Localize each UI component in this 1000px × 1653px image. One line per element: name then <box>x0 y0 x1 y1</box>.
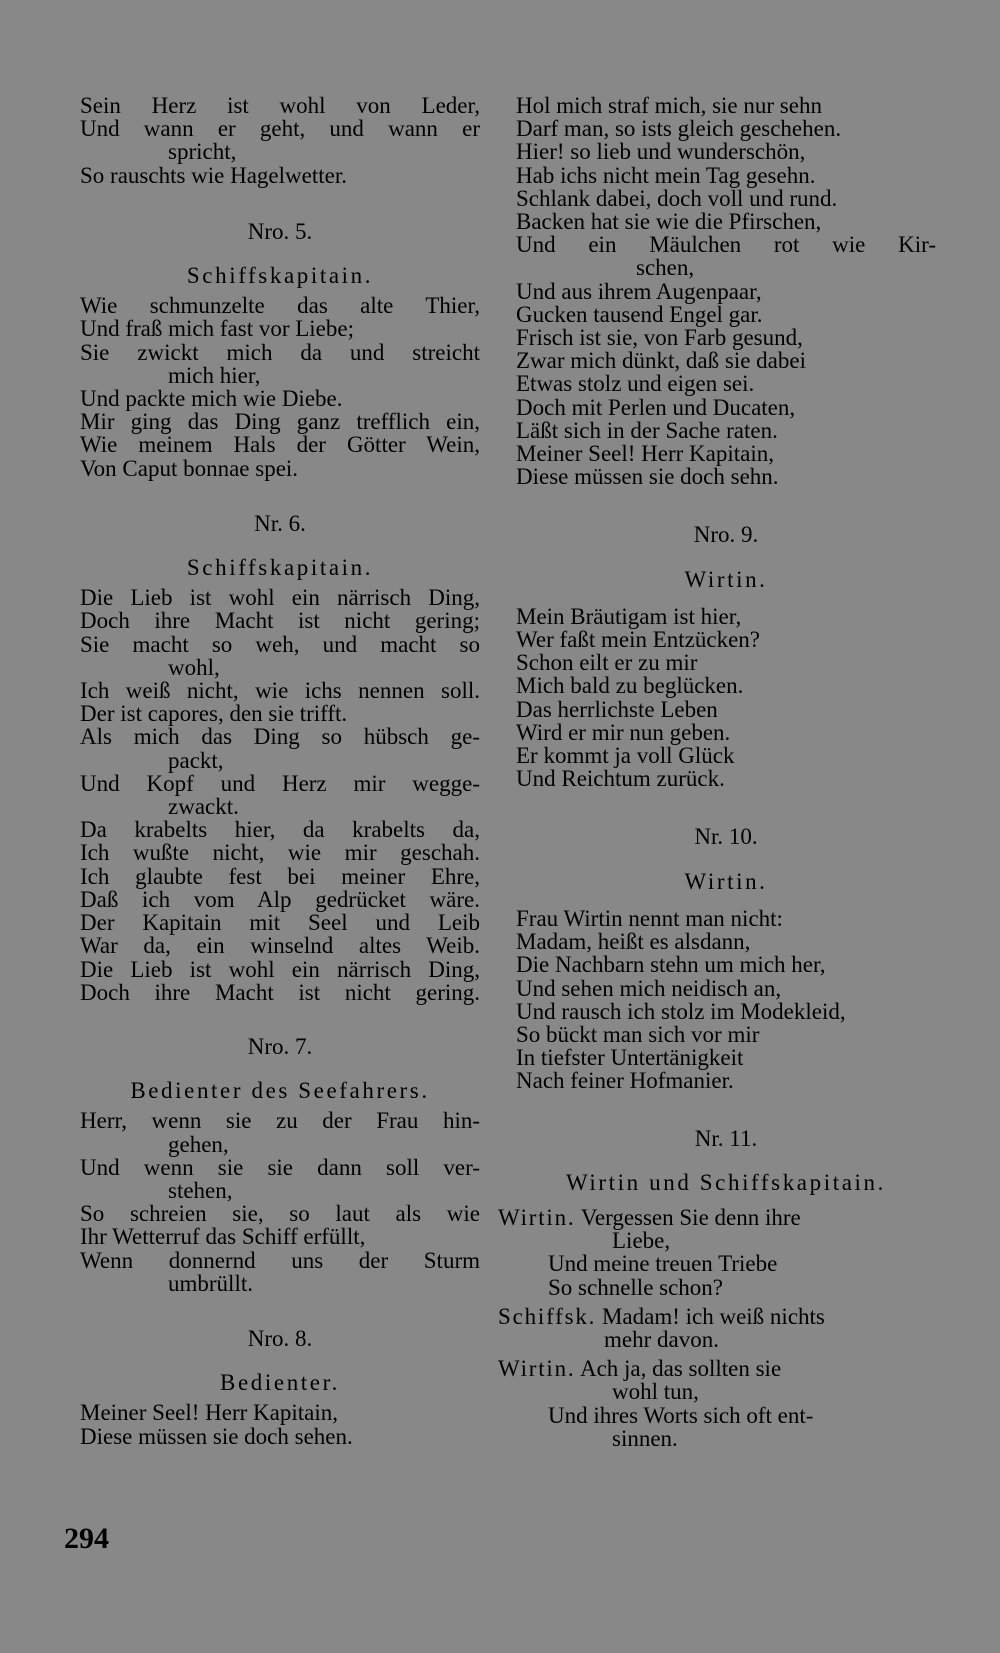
verse-line: Wenn donnernd uns der Sturm <box>80 1247 480 1273</box>
dialogue-text: So schnelle schon? <box>548 1274 724 1300</box>
verse-line: mich hier, <box>168 362 261 388</box>
speaker-heading: Wirtin. <box>684 868 768 894</box>
verse-line: Meiner Seel! Herr Kapitain, <box>516 441 775 467</box>
dialogue-speaker: Wirtin. <box>498 1356 576 1382</box>
verse-line: Wird er mir nun geben. <box>516 719 731 745</box>
verse-line: Ich wußte nicht, wie mir geschah. <box>80 840 480 866</box>
verse-line: Wie schmunzelte das alte Thier, <box>80 293 480 319</box>
verse-line: Und wenn sie sie dann soll ver- <box>80 1154 480 1180</box>
verse-line: Diese müssen sie doch sehn. <box>516 464 779 490</box>
verse-line: zwackt. <box>168 794 239 820</box>
speaker-heading: Bedienter des Seefahrers. <box>130 1078 430 1104</box>
verse-line: Doch ihre Macht ist nicht gering; <box>80 608 480 634</box>
verse-line: Die Nachbarn stehn um mich her, <box>516 952 826 978</box>
dialogue-text: Vergessen Sie denn ihre <box>580 1204 801 1230</box>
verse-line: Da krabelts hier, da krabelts da, <box>80 817 480 843</box>
speaker-heading: Wirtin und Schiffskapitain. <box>566 1169 886 1195</box>
section-number: Nr. 6. <box>254 510 306 536</box>
verse-line: Frisch ist sie, von Farb gesund, <box>516 325 803 351</box>
verse-line: In tiefster Untertänigkeit <box>516 1045 744 1071</box>
verse-line: Und aus ihrem Augenpaar, <box>516 278 762 304</box>
dialogue-line <box>498 1206 936 1229</box>
verse-line: Er kommt ja voll Glück <box>516 743 735 769</box>
dialogue-line <box>498 1328 936 1351</box>
verse-line: Und Kopf und Herz mir wegge- <box>80 770 480 796</box>
section-nr10 <box>516 825 936 1092</box>
verse-line: Etwas stolz und eigen sei. <box>516 371 755 397</box>
verse-line: Ich glaubte fest bei meiner Ehre, <box>80 863 480 889</box>
verse-line: Backen hat sie wie die Pfirschen, <box>516 209 822 235</box>
section-number: Nro. 8. <box>247 1325 313 1351</box>
dialogue-line <box>498 1305 936 1328</box>
verse-line: Sein Herz ist wohl von Leder, <box>80 93 480 118</box>
verse-line: schen, <box>636 255 695 281</box>
section-number: Nr. 11. <box>694 1125 758 1151</box>
verse-line: Schon eilt er zu mir <box>516 650 698 676</box>
verse-line: Sie macht so weh, und macht so <box>80 631 480 657</box>
verse-line: Daß ich vom Alp gedrücket wäre. <box>80 886 480 912</box>
verse-line: Von Caput bonnae spei. <box>80 455 299 481</box>
dialogue-speaker: Wirtin. <box>498 1204 576 1230</box>
dialogue-line <box>498 1357 936 1380</box>
verse-line: Hol mich straf mich, sie nur sehn <box>516 93 822 118</box>
dialogue-text: wohl tun, <box>612 1379 699 1405</box>
verse-line: Wie meinem Hals der Götter Wein, <box>80 432 480 458</box>
verse-line: Die Lieb ist wohl ein närrisch Ding, <box>80 585 480 611</box>
verse-line: Madam, heißt es alsdann, <box>516 929 751 955</box>
section-number: Nro. 9. <box>693 522 759 548</box>
speaker-heading: Bedienter. <box>220 1370 340 1396</box>
verse-line: War da, ein winselnd altes Weib. <box>80 933 480 959</box>
left-column <box>80 94 480 1448</box>
dialogue-text: sinnen. <box>612 1425 678 1451</box>
dialogue-text: Und ihres Worts sich oft ent- <box>548 1402 814 1428</box>
verse-line: packt, <box>168 747 224 773</box>
verse-line: spricht, <box>168 139 237 165</box>
section-nro8 <box>80 1327 480 1448</box>
verse-line: stehen, <box>168 1177 233 1203</box>
verse-line: Und wann er geht, und wann er <box>80 116 480 142</box>
verse-line: Schlank dabei, doch voll und rund. <box>516 185 838 211</box>
verse-line: Darf man, so ists gleich geschehen. <box>516 116 842 142</box>
dialogue-text: mehr davon. <box>604 1326 719 1352</box>
speaker-heading: Schiffskapitain. <box>186 263 374 289</box>
verse-line: Die Lieb ist wohl ein närrisch Ding, <box>80 956 480 982</box>
verse-line: Als mich das Ding so hübsch ge- <box>80 724 480 750</box>
verse-line: Und packte mich wie Diebe. <box>80 386 343 412</box>
verse-line: Mir ging das Ding ganz trefflich ein, <box>80 409 480 435</box>
verse-line: Das herrlichste Leben <box>516 696 718 722</box>
intro-stanza-left <box>80 94 480 187</box>
dialogue-text: Und meine treuen Triebe <box>548 1251 778 1277</box>
dialogue-block <box>498 1206 936 1450</box>
section-nro5 <box>80 220 480 480</box>
verse-line: Nach feiner Hofmanier. <box>516 1068 734 1094</box>
section-nro9 <box>516 523 936 790</box>
verse-line: Frau Wirtin nennt man nicht: <box>516 905 783 931</box>
verse-line: Ihr Wetterruf das Schiff erfüllt, <box>80 1224 366 1250</box>
dialogue-line <box>498 1276 936 1299</box>
verse-line: Hier! so lieb und wunderschön, <box>516 139 806 165</box>
speaker-heading: Wirtin. <box>684 566 768 592</box>
section-nr11 <box>498 1125 936 1451</box>
verse-line: wohl, <box>168 654 220 680</box>
dialogue-line <box>498 1404 936 1427</box>
speaker-heading: Schiffskapitain. <box>186 555 374 581</box>
verse-line: Gucken tausend Engel gar. <box>516 301 763 327</box>
verse-line: So schreien sie, so laut als wie <box>80 1201 480 1227</box>
dialogue-text: Liebe, <box>612 1228 671 1254</box>
dialogue-line <box>498 1229 936 1252</box>
verse-line: So bückt man sich vor mir <box>516 1021 760 1047</box>
verse-line: Ich weiß nicht, wie ichs nennen soll. <box>80 678 480 704</box>
verse-line: Der ist capores, den sie trifft. <box>80 701 348 727</box>
verse-line: Wer faßt mein Entzücken? <box>516 627 761 653</box>
verse-line: Diese müssen sie doch sehen. <box>80 1423 353 1449</box>
verse-line: So rauschts wie Hagelwetter. <box>80 162 347 188</box>
verse-line: Herr, wenn sie zu der Frau hin- <box>80 1108 480 1134</box>
verse-line: Und ein Mäulchen rot wie Kir- <box>516 232 936 258</box>
verse-line: Zwar mich dünkt, daß sie dabei <box>516 348 806 374</box>
dialogue-speaker: Schiffsk. <box>498 1303 597 1329</box>
verse-line: Hab ichs nicht mein Tag gesehn. <box>516 162 816 188</box>
verse-line: Doch ihre Macht ist nicht gering. <box>80 979 480 1005</box>
verse-line: Läßt sich in der Sache raten. <box>516 417 778 443</box>
section-nro7 <box>80 1035 480 1295</box>
page-number: 294 <box>64 1522 109 1555</box>
dialogue-line <box>498 1427 936 1450</box>
verse-line: Sie zwickt mich da und streicht <box>80 339 480 365</box>
dialogue-text: Madam! ich weiß nichts <box>601 1303 825 1329</box>
verse-line: Meiner Seel! Herr Kapitain, <box>80 1400 339 1426</box>
right-column <box>498 93 936 1451</box>
dialogue-line <box>498 1252 936 1275</box>
section-number: Nro. 5. <box>247 218 313 244</box>
dialogue-text: Ach ja, das sollten sie <box>579 1356 782 1382</box>
dialogue-line <box>498 1380 936 1403</box>
intro-stanza-right <box>516 94 936 488</box>
section-number: Nr. 10. <box>694 824 758 850</box>
verse-line: Und sehen mich neidisch an, <box>516 975 782 1001</box>
section-number: Nro. 7. <box>247 1033 313 1059</box>
verse-line: Und Reichtum zurück. <box>516 766 725 792</box>
verse-line: Der Kapitain mit Seel und Leib <box>80 910 480 936</box>
verse-line: Mein Bräutigam ist hier, <box>516 603 742 629</box>
verse-line: Und rausch ich stolz im Modekleid, <box>516 998 846 1024</box>
verse-line: Doch mit Perlen und Ducaten, <box>516 394 796 420</box>
verse-line: Mich bald zu beglücken. <box>516 673 744 699</box>
verse-line: umbrüllt. <box>168 1270 253 1296</box>
verse-line: Und fraß mich fast vor Liebe; <box>80 316 354 342</box>
verse-line: gehen, <box>168 1131 229 1157</box>
section-nr6 <box>80 512 480 1004</box>
